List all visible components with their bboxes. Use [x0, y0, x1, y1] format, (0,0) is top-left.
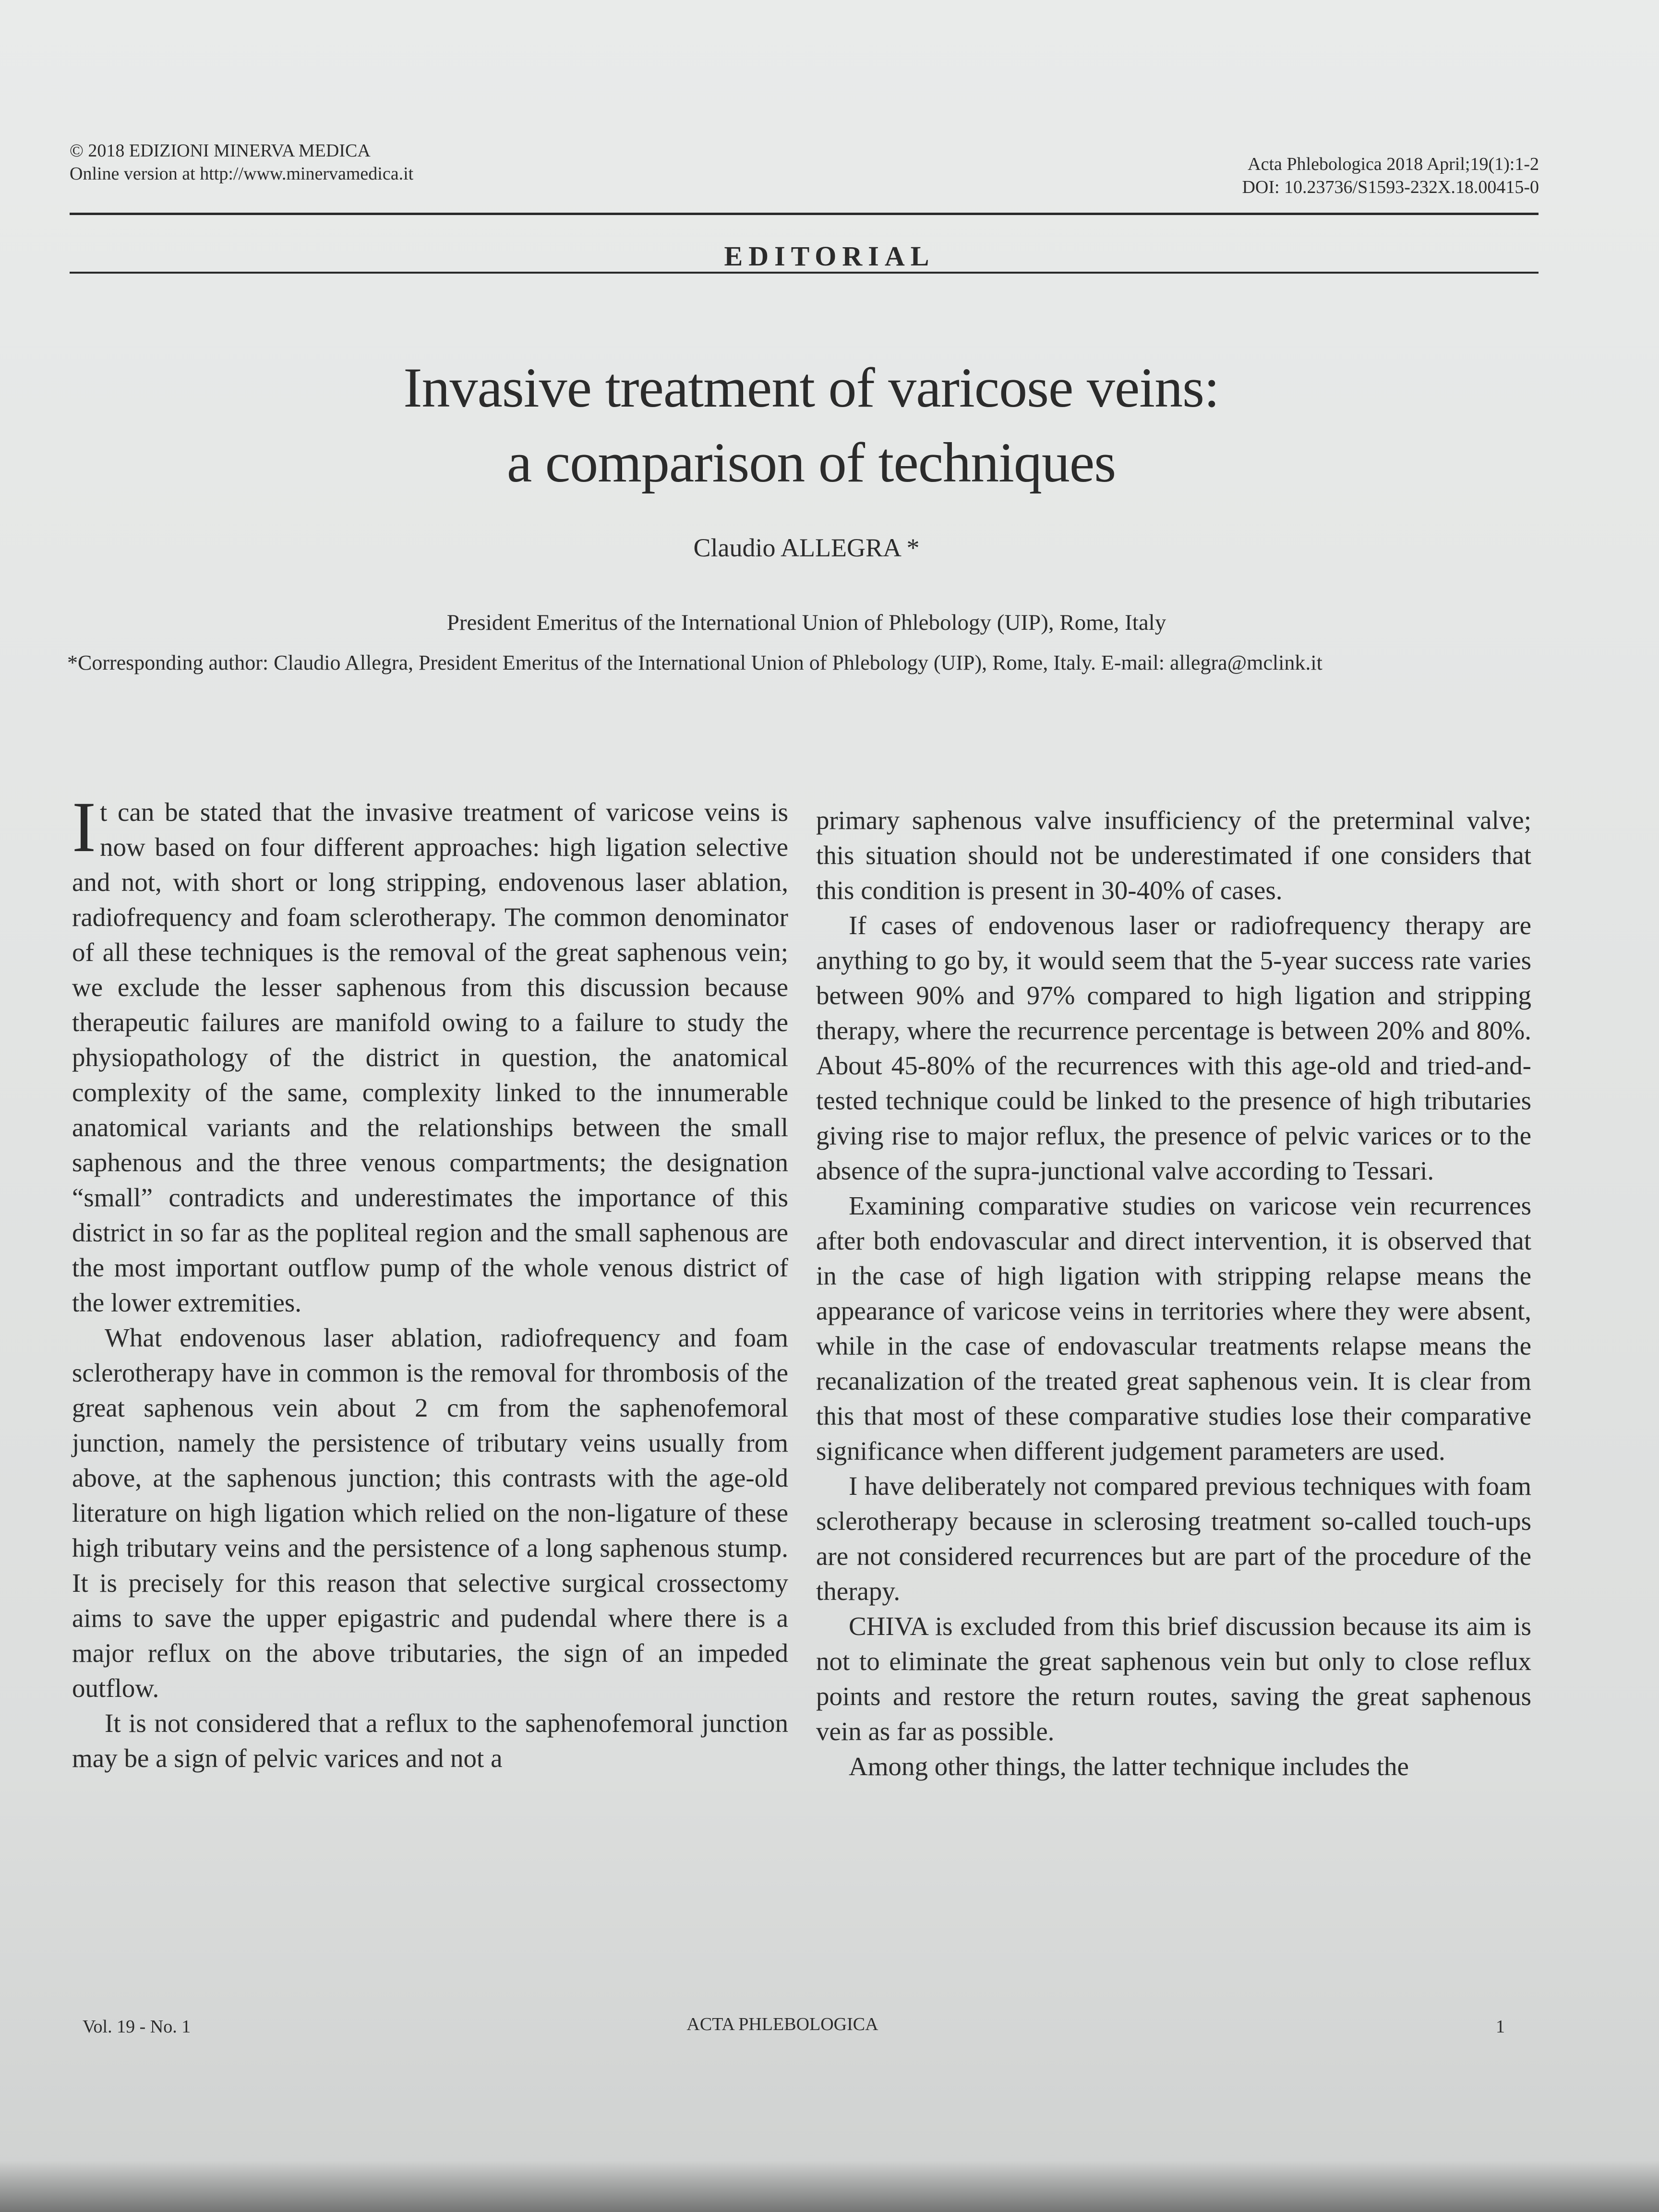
section-divider [70, 272, 1539, 274]
volume-issue: Vol. 19 - No. 1 [83, 2017, 191, 2037]
title-line-2: a comparison of techniques [506, 431, 1116, 494]
header-divider [70, 213, 1539, 215]
paragraph: CHIVA is excluded from this brief discussion because its aim is not to eliminate the great saphenous vein but only to close reflux points and restore the return routes, saving the great saphenous vein as far as possible. [816, 1611, 1531, 1746]
citation-info [1242, 153, 1539, 199]
corresponding-author: *Corresponding author: Claudio Allegra, President Emeritus of the International Union of Phlebology (UIP), Rome, Italy. E-mail: allegra@mclink.it [67, 651, 1322, 674]
publisher-info [70, 139, 413, 185]
paragraph: Among other things, the latter technique includes the [849, 1752, 1409, 1781]
paragraph: It is not considered that a reflux to the saphenofemoral junction may be a sign of pelvic varices and not a [72, 1708, 788, 1773]
online-version-line: Online version at http://www.minervamedica.it [70, 164, 414, 184]
paragraph: It can be stated that the invasive treatment of varicose veins is now based on four different approaches: high ligation selective and not, with short or long stripping, endovenous laser ablation, radiofrequency and foam sclerotherapy. The common denominator of all these techniques is the removal of the great saphenous vein; we exclude the lesser saphenous from this discussion because therapeutic failures are manifold owing to a failure to study the physiopathology of the district in question, the anatomical complexity of the same, complexity linked to the innumerable anatomical variants and the relationships between the small saphenous and the three venous compartments; the designation “small” contradicts and underestimates the importance of this district in so far as the popliteal region and the small saphenous are the most important outflow pump of the whole venous district of the lower extremities. [72, 787, 788, 1317]
drop-cap: I [72, 787, 96, 867]
paragraph: If cases of endovenous laser or radiofrequency therapy are anything to go by, it would seem that the 5-year success rate varies between 90% and 97% compared to high ligation and stripping therapy, where the recurrence percentage is between 20% and 80%. About 45-80% of the recurrences with this age-old and tried-and-tested technique could be linked to the presence of high tributaries giving rise to major reflux, the presence of pelvic varices or to the absence of the supra-junctional valve according to Tessari. [816, 911, 1531, 1185]
bottom-shadow [0, 2160, 1659, 2212]
copyright-line: © 2018 EDIZIONI MINERVA MEDICA [70, 141, 371, 161]
doi: DOI: 10.23736/S1593-232X.18.00415-0 [1242, 177, 1539, 197]
title-line-1: Invasive treatment of varicose veins: [403, 356, 1219, 419]
paragraph: What endovenous laser ablation, radiofrequency and foam sclerotherapy have in common is the removal for thrombosis of the great saphenous vein about 2 cm from the saphenofemoral junction, namely the persistence of tributary veins usually from above, at the saphenous junction; this contrasts with the age-old literature on high ligation which relied on the non-ligature of these high tributary veins and the persistence of a long saphenous stump. It is precisely for this reason that selective surgical crossectomy aims to save the upper epigastric and pudendal where there is a major reflux on the above tributaries, the sign of an impeded outflow. [72, 1323, 788, 1703]
paragraph: primary saphenous valve insufficiency of the preterminal valve; this situation should not be underestimated if one considers that this condition is present in 30-40% of cases. [816, 805, 1531, 905]
journal-citation: Acta Phlebologica 2018 April;19(1):1-2 [1248, 154, 1539, 174]
section-label: EDITORIAL [724, 240, 935, 272]
paragraph: Examining comparative studies on varicose vein recurrences after both endovascular and direct intervention, it is observed that in the case of high ligation with stripping relapse means the appearance of varicose veins in territories where they were absent, while in the case of endovascular treatments relapse means the recanalization of the treated great saphenous vein. It is clear from this that most of these comparative studies lose their comparative significance when different judgement parameters are used. [816, 1191, 1531, 1466]
article-title [0, 350, 1623, 500]
affiliation: President Emeritus of the International Union of Phlebology (UIP), Rome, Italy [446, 610, 1166, 635]
body-column-left [72, 787, 788, 1776]
body-column-right [816, 803, 1531, 1784]
journal-name-footer: ACTA PHLEBOLOGICA [686, 2014, 878, 2034]
page-number: 1 [1496, 2017, 1505, 2037]
paragraph: I have deliberately not compared previous techniques with foam sclerotherapy because in sclerosing treatment so-called touch-ups are not considered recurrences but are part of the procedure of the therapy. [816, 1471, 1531, 1606]
author: Claudio ALLEGRA * [693, 533, 920, 562]
